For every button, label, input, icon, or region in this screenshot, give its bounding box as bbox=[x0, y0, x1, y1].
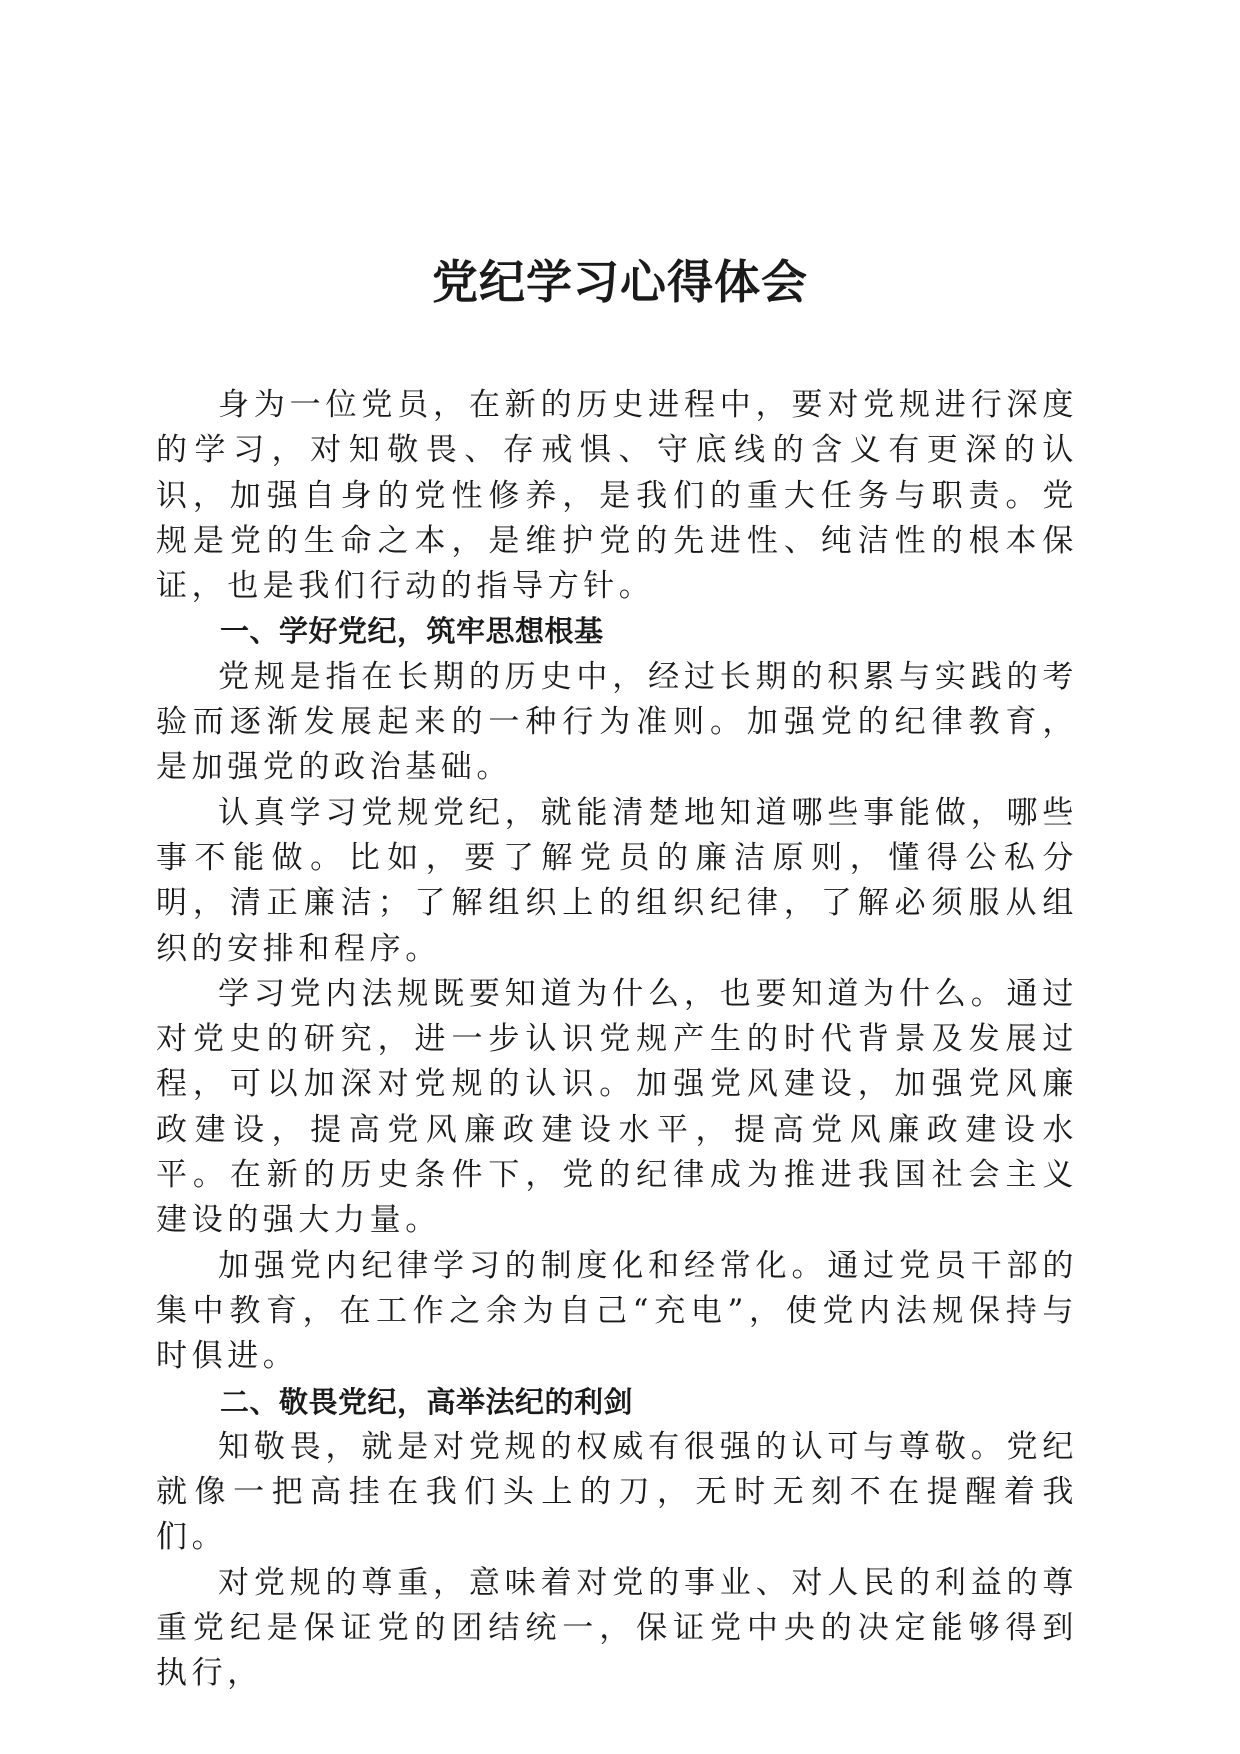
section-heading-1: 一、学好党纪，筑牢思想根基 bbox=[220, 614, 604, 649]
paragraph: 对党规的尊重，意味着对党的事业、对人民的利益的尊重党纪是保证党的团结统一，保证党中央的决定能够得到执行， bbox=[156, 1564, 1078, 1692]
paragraph: 学习党内法规既要知道为什么，也要知道为什么。通过对党史的研究，进一步认识党规产生的时代背景及发展过程，可以加深对党规的认识。加强党风建设，加强党风廉政建设，提高党风廉政建设水平，提高党风廉政建设水平。在新的历史条件下，党的纪律成为推进我国社会主义建设的强大力量。 bbox=[156, 975, 1078, 1239]
paragraph: 知敬畏，就是对党规的权威有很强的认可与尊敬。党纪就像一把高挂在我们头上的刀，无时无刻不在提醒着我们。 bbox=[156, 1428, 1078, 1556]
page-title: 党纪学习心得体会 bbox=[432, 255, 808, 309]
paragraph: 加强党内纪律学习的制度化和经常化。通过党员干部的集中教育，在工作之余为自己“充电”，使党内法规保持与时俱进。 bbox=[156, 1247, 1078, 1375]
intro-paragraph: 身为一位党员，在新的历史进程中，要对党规进行深度的学习，对知敬畏、存戒惧、守底线的含义有更深的认识，加强自身的党性修养，是我们的重大任务与职责。党规是党的生命之本，是维护党的先进性、纯洁性的根本保证，也是我们行动的指导方针。 bbox=[156, 387, 1078, 605]
paragraph: 认真学习党规党纪，就能清楚地知道哪些事能做，哪些事不能做。比如，要了解党员的廉洁原则，懂得公私分明，清正廉洁；了解组织上的组织纪律，了解必须服从组织的安排和程序。 bbox=[156, 794, 1078, 967]
document-body bbox=[156, 383, 1078, 1697]
section-heading-2: 二、敬畏党纪，高举法纪的利剑 bbox=[220, 1384, 634, 1419]
paragraph: 党规是指在长期的历史中，经过长期的积累与实践的考验而逐渐发展起来的一种行为准则。加强党的纪律教育，是加强党的政治基础。 bbox=[156, 658, 1078, 786]
